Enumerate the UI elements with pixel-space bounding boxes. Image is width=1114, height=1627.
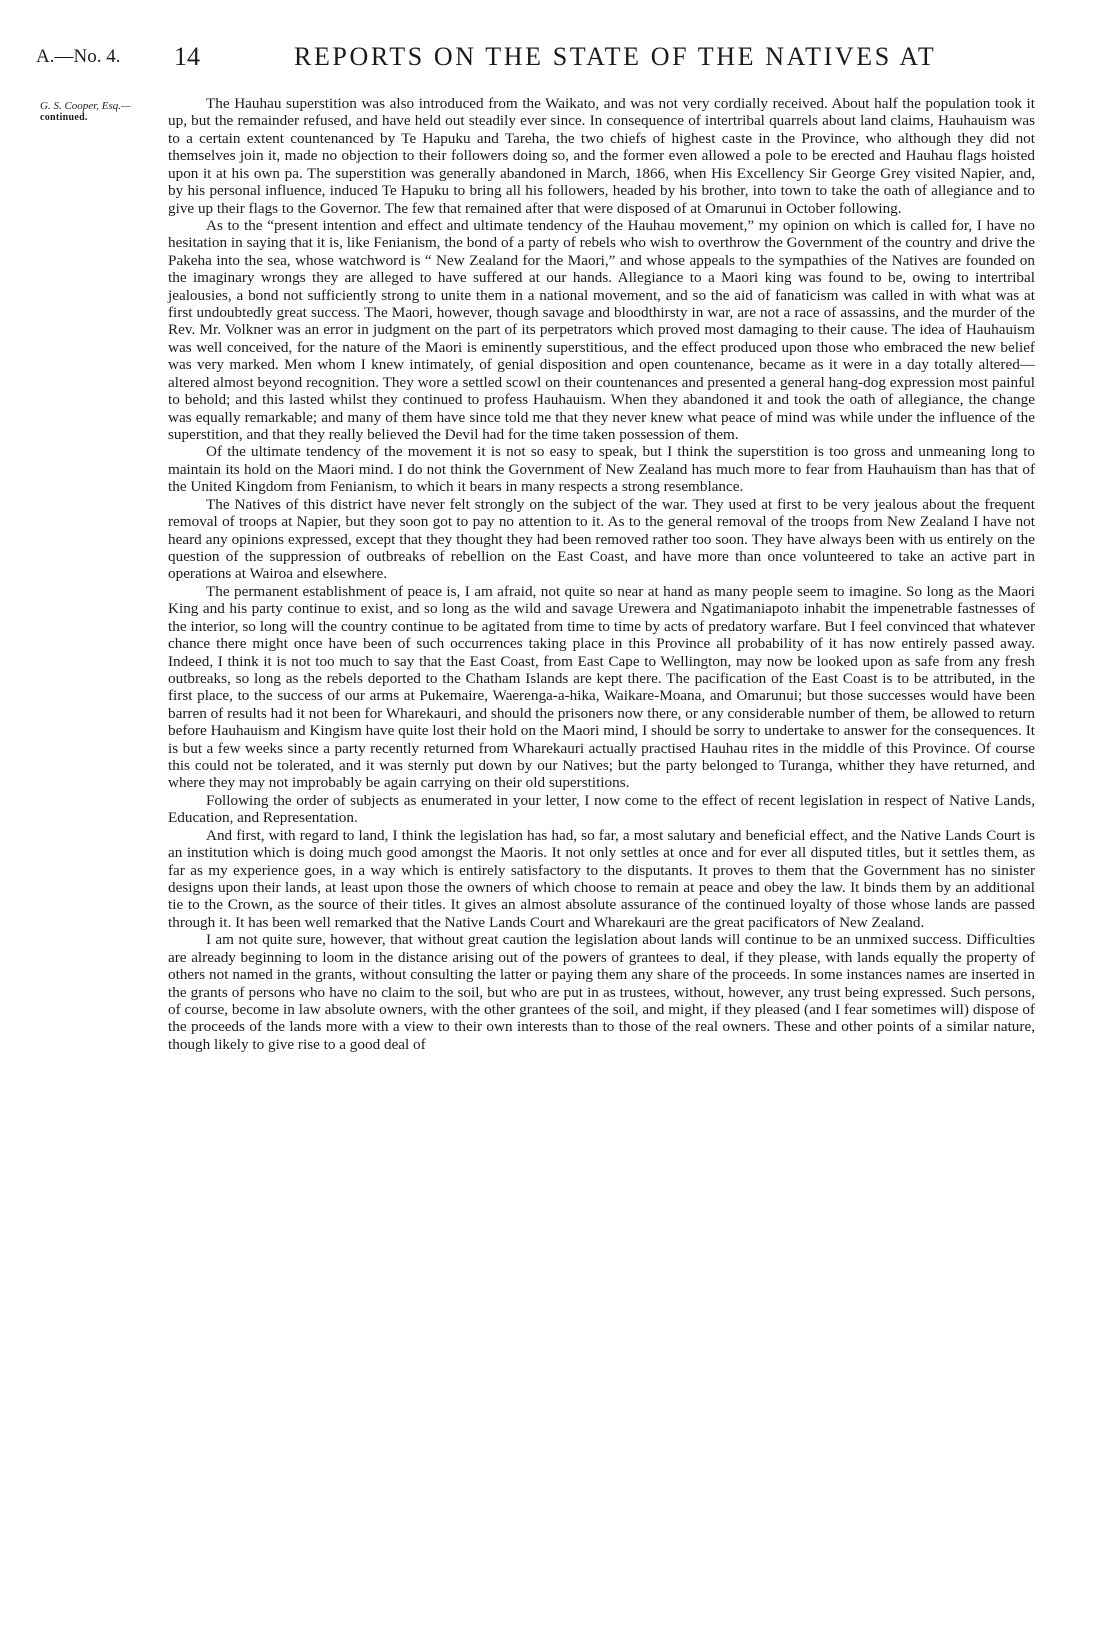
paper-reference: A.—No. 4. [36, 46, 121, 67]
margin-note-continued: continued. [40, 112, 88, 123]
paragraph: The Hauhau superstition was also introduced from the Waikato, and was not very cordially received. About half the population took it up, but the remainder refused, and have held out steadily ever since. In consequence of intertribal quarrels about land claims, Hauhauism was to a certain extent countenanced by Te Hapuku and Tareha, the two chiefs of highest caste in the Province, who although they did not themselves join it, made no objection to their followers doing so, and the former even allowed a pole to be erected and Hauhau flags hoisted upon it at his own pa. The superstition was generally abandoned in March, 1866, when His Excellency Sir George Grey visited Napier, and, by his personal influence, induced Te Hapuku to bring all his followers, headed by his brother, into town to take the oath of allegiance and to give up their flags to the Governor. The few that remained after that were disposed of at Omarunui in October following. [168, 95, 1035, 217]
paragraph: The permanent establishment of peace is, I am afraid, not quite so near at hand as many people seem to imagine. So long as the Maori King and his party continue to exist, and so long as the wild and savage Urewera and Ngatimaniapoto inhabit the impenetrable fastnesses of the interior, so long will the country continue to be agitated from time to time by acts of predatory warfare. But I feel convinced that whatever chance there might once have been of such occurrences taking place in this Province all probability of it has now entirely passed away. Indeed, I think it is not too much to say that the East Coast, from East Cape to Wellington, may now be looked upon as safe from any fresh outbreaks, so long as the rebels deported to the Chatham Islands are kept there. The pacification of the East Coast is to be attributed, in the first place, to the success of our arms at Pukemaire, Waerenga-a-hika, Waikare-Moana, and Omarunui; but those successes would have been barren of results had it not been for Wharekauri, and should the prisoners now there, or any considerable number of them, be allowed to return before Hauhauism and Kingism have quite lost their hold on the Maori mind, I should be sorry to undertake to answer for the consequences. It is but a few weeks since a party recently returned from Wharekauri actually practised Hauhau rites in the middle of this Province. Of course this could not be tolerated, and it was sternly put down by our Natives; but the party belonged to Turanga, whither they have returned, and where they may not improbably be again carrying on their old superstitions. [168, 582, 1035, 792]
paragraph: I am not quite sure, however, that without great caution the legislation about lands will continue to be an unmixed success. Difficulties are already beginning to loom in the distance arising out of the powers of grantees to deal, if they please, with lands equally the property of others not named in the grants, without consulting the latter or paying them any share of the proceeds. In some instances names are inserted in the grants of persons who have no claim to the soil, but who are put in as trustees, without, however, any trust being expressed. Such persons, of course, become in law absolute owners, with the other grantees of the soil, and might, if they pleased (and I fear sometimes will) dispose of the proceeds of the lands more with a view to their own interests than to those of the real owners. These and other points of a similar nature, though likely to give rise to a good deal of [168, 931, 1035, 1053]
paragraph: Of the ultimate tendency of the movement it is not so easy to speak, but I think the superstition is too gross and unmeaning long to maintain its hold on the Maori mind. I do not think the Government of New Zealand has much more to fear from Hauhauism than has that of the United Kingdom from Fenianism, to which it bears in many respects a strong resemblance. [168, 443, 1035, 496]
paragraph: Following the order of subjects as enumerated in your letter, I now come to the effect of recent legislation in respect of Native Lands, Education, and Representation. [168, 791, 1035, 827]
margin-note [40, 100, 160, 124]
paragraph: And first, with regard to land, I think the legislation has had, so far, a most salutary and beneficial effect, and the Native Lands Court is an institution which is doing much good amongst the Maoris. It not only settles at once and for ever all disputed titles, but it settles them, as far as my experience goes, in a way which is entirely satisfactory to the disputants. It proves to them that the Government has no sinister designs upon their lands, at least upon those the owners of which choose to remain at peace and obey the law. It binds them by an additional tie to the Crown, as the source of their titles. It gives an almost absolute assurance of the continued loyalty of those whose lands are passed through it. It has been well remarked that the Native Lands Court and Wharekauri are the great pacificators of New Zealand. [168, 826, 1035, 931]
body-text [168, 95, 1035, 1053]
running-title: REPORTS ON THE STATE OF THE NATIVES AT [294, 42, 937, 71]
margin-note-author: G. S. Cooper, Esq.— [40, 100, 131, 112]
paragraph: The Natives of this district have never felt strongly on the subject of the war. They used at first to be very jealous about the frequent removal of troops at Napier, but they soon got to pay no attention to it. As to the general removal of the troops from New Zealand I have not heard any opinions expressed, except that they thought they had been removed rather too soon. They have always been with us entirely on the question of the suppression of outbreaks of rebellion on the East Coast, and have more than once volunteered to take an active part in operations at Wairoa and elsewhere. [168, 495, 1035, 583]
paragraph: As to the “present intention and effect and ultimate tendency of the Hauhau movement,” my opinion on which is called for, I have no hesitation in saying that it is, like Fenianism, the bond of a party of rebels who wish to overthrow the Government of the country and drive the Pakeha into the sea, whose watchword is “ New Zealand for the Maori,” and whose appeals to the sympathies of the Natives are founded on the imaginary wrongs they are alleged to have suffered at our hands. Allegiance to a Maori king was found to be, owing to intertribal jealousies, a bond not sufficiently strong to unite them in a national movement, and so the aid of fanaticism was called in with what was at first undoubtedly great success. The Maori, however, though savage and bloodthirsty in war, are not a race of assassins, and the murder of the Rev. Mr. Volkner was an error in judgment on the part of its perpetrators which proved most damaging to their cause. The idea of Hauhauism was well conceived, for the nature of the Maori is eminently superstitious, and the effect produced upon those who embraced the new belief was very marked. Men whom I knew intimately, of genial disposition and open countenance, became as it were in a day totally altered—altered almost beyond recognition. They wore a settled scowl on their countenances and presented a general hang-dog expression most painful to behold; and this lasted whilst they continued to profess Hauhauism. When they abandoned it and took the oath of allegiance, the change was equally remarkable; and many of them have since told me that they never knew what peace of mind was while under the influence of the superstition, and that they really believed the Devil had for the time taken possession of them. [168, 216, 1035, 444]
page-number: 14 [174, 42, 200, 71]
page-header [36, 44, 1046, 80]
